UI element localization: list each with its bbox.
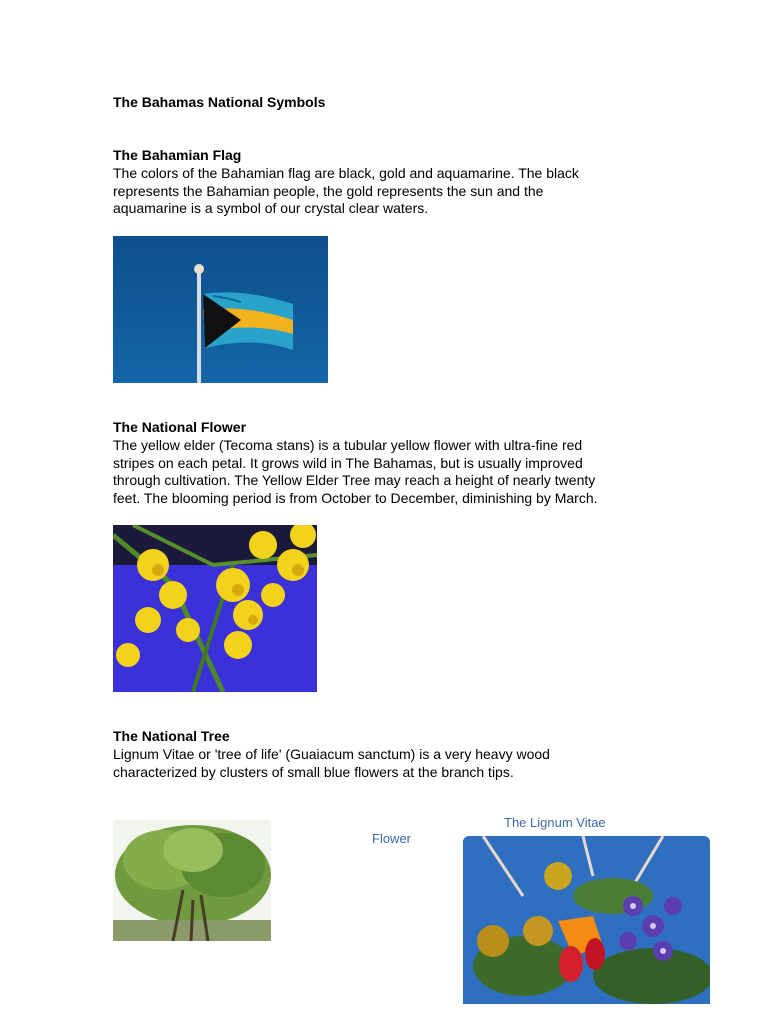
- bahamian-flag-photo: [113, 236, 328, 383]
- text-line: through cultivation. The Yellow Elder Tree may reach a height of nearly twenty: [113, 472, 596, 489]
- text-line: represents the Bahamian people, the gold represents the sun and the: [113, 182, 544, 199]
- flower-caption: Flower: [372, 831, 412, 846]
- text-line: The colors of the Bahamian flag are black, gold and aquamarine. The black: [113, 165, 579, 181]
- national-tree-heading: The National Tree: [113, 728, 230, 744]
- yellow-elder-photo: [113, 525, 317, 692]
- text-line: stripes on each petal. It grows wild in The Bahamas, but is usually improved: [113, 454, 583, 471]
- tree-description: [113, 746, 653, 781]
- flower-description: [113, 437, 673, 508]
- flag-heading: The Bahamian Flag: [113, 147, 242, 163]
- document-title: The Bahamas National Symbols: [113, 94, 326, 110]
- text-line: characterized by clusters of small blue flowers at the branch tips.: [113, 763, 514, 780]
- lignum-vitae-tree-photo: [113, 820, 271, 941]
- text-line: feet. The blooming period is from October to December, diminishing by March.: [113, 490, 598, 507]
- text-line: The yellow elder (Tecoma stans) is a tubular yellow flower with ultra-fine red: [113, 437, 583, 453]
- text-line: Lignum Vitae or 'tree of life' (Guaiacum sanctum) is a very heavy wood: [113, 746, 550, 762]
- flag-description: [113, 165, 653, 218]
- text-line: aquamarine is a symbol of our crystal clear waters.: [113, 200, 429, 217]
- national-flower-heading: The National Flower: [113, 419, 247, 435]
- lignum-vitae-caption: The Lignum Vitae: [504, 815, 606, 830]
- lignum-vitae-flower-photo: [463, 836, 710, 1004]
